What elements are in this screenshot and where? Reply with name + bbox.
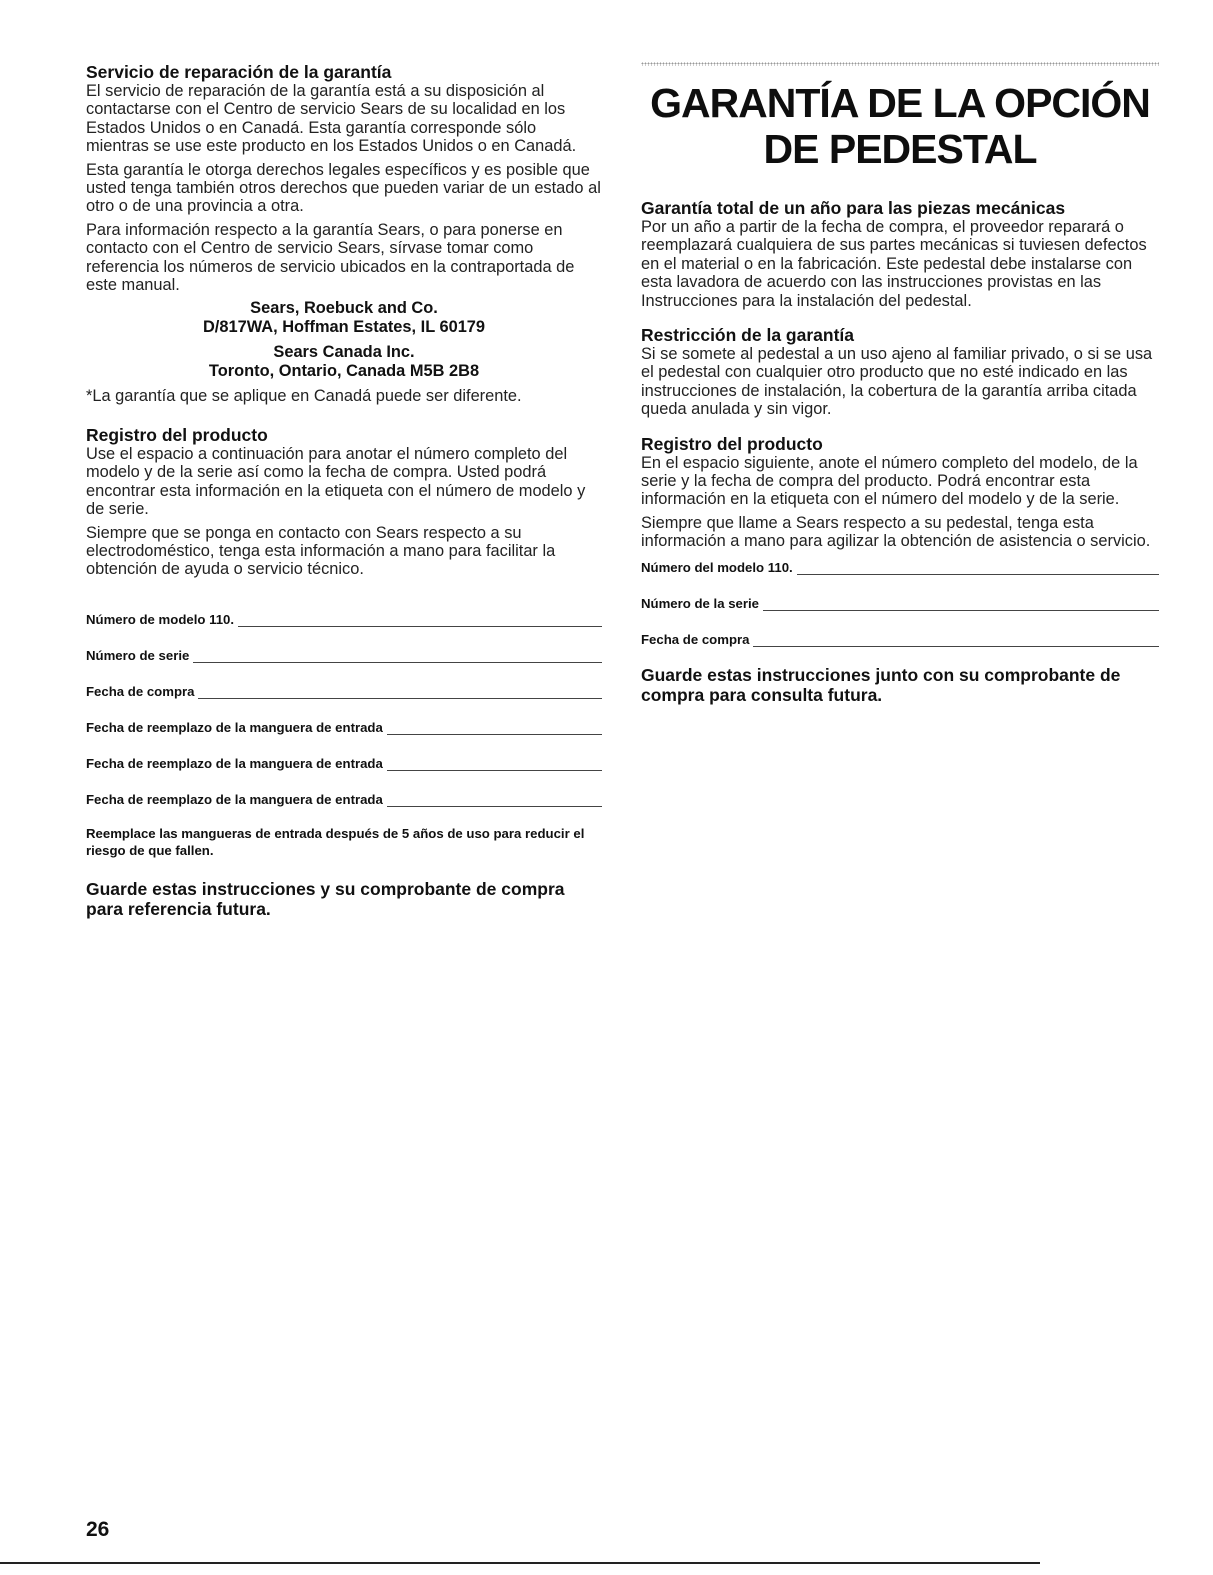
keep-instructions-note: Guarde estas instrucciones y su comprobante de compra para referencia futura. <box>86 878 565 919</box>
pedestal-model-number-field[interactable] <box>641 557 1159 575</box>
full-warranty-heading: Garantía total de un año para las piezas mecánicas <box>641 198 1066 218</box>
product-registration-paragraph-2: Siempre que se ponga en contacto con Sears respecto a su electrodoméstico, tenga esta información a mano para facilitar la obtención de ayuda o servicio técnico. <box>86 523 556 579</box>
hose-replacement-line-1[interactable] <box>387 722 602 735</box>
hose-replacement-label-3: Fecha de reemplazo de la manguera de entrada <box>86 791 383 807</box>
repair-service-heading: Servicio de reparación de la garantía <box>86 62 392 82</box>
page-title-line-1: GARANTÍA DE LA OPCIÓN <box>650 80 1150 126</box>
pedestal-model-number-label: Número del modelo 110. <box>641 559 793 575</box>
right-column <box>641 62 1159 705</box>
product-registration-heading: Registro del producto <box>86 424 268 445</box>
repair-service-paragraph-3: Para información respecto a la garantía Sears, o para ponerse en contacto con el Centro de servicio Sears, sírvase tomar como referencia los números de servicio ubicados en la contraportada de este manual. <box>86 220 575 295</box>
sears-canada-name: Sears Canada Inc. <box>273 343 415 362</box>
pedestal-purchase-date-label: Fecha de compra <box>641 631 750 647</box>
serial-number-label: Número de serie <box>86 647 190 663</box>
bottom-rule <box>0 1562 1040 1564</box>
pedestal-serial-number-line[interactable] <box>763 598 1159 611</box>
warranty-restriction-paragraph: Si se somete al pedestal a un uso ajeno al familiar privado, o si se usa el pedestal con cualquier otro producto que no esté indicado en las instrucciones de instalación, la cobertura de la garantía arriba citada queda anulada y sin vigor. <box>641 345 1153 419</box>
purchase-date-label: Fecha de compra <box>86 683 195 699</box>
pedestal-purchase-date-line[interactable] <box>753 634 1159 647</box>
canada-note: *La garantía que se aplique en Canadá puede ser diferente. <box>86 387 522 406</box>
dotted-rule <box>641 62 1159 66</box>
hose-replacement-line-2[interactable] <box>387 758 602 771</box>
hose-replacement-label-2: Fecha de reemplazo de la manguera de entrada <box>86 755 383 771</box>
purchase-date-line[interactable] <box>198 686 602 699</box>
hose-replacement-field-3[interactable] <box>86 789 602 807</box>
purchase-date-field[interactable] <box>86 681 602 699</box>
pedestal-purchase-date-field[interactable] <box>641 629 1159 647</box>
repair-service-paragraph-2: Esta garantía le otorga derechos legales específicos y es posible que usted tenga también otros derechos que pueden variar de un estado al otro o de una provincia a otra. <box>86 160 601 216</box>
serial-number-line[interactable] <box>193 650 602 663</box>
right-record-fields <box>641 557 1159 647</box>
pedestal-model-number-line[interactable] <box>797 562 1159 575</box>
model-number-label: Número de modelo 110. <box>86 611 235 627</box>
hose-replacement-label-1: Fecha de reemplazo de la manguera de entrada <box>86 719 383 735</box>
left-record-fields <box>86 609 602 807</box>
pedestal-registration-paragraph-1: En el espacio siguiente, anote el número completo del modelo, de la serie y la fecha de compra del producto. Podrá encontrar esta información en la etiqueta con el número del modelo y de la serie. <box>641 453 1138 509</box>
hose-warning: Reemplace las mangueras de entrada después de 5 años de uso para reducir el riesgo de que fallen. <box>86 825 585 858</box>
model-number-line[interactable] <box>238 614 602 627</box>
repair-service-paragraph-1: El servicio de reparación de la garantía está a su disposición al contactarse con el Centro de servicio Sears de su localidad en los Estados Unidos o en Canadá. Esta garantía corresponde sólo mientras se use este producto en los Estados Unidos o en Canadá. <box>86 82 577 156</box>
serial-number-field[interactable] <box>86 645 602 663</box>
hose-replacement-line-3[interactable] <box>387 794 602 807</box>
model-number-field[interactable] <box>86 609 602 627</box>
left-column <box>86 62 602 919</box>
sears-canada-address <box>86 343 602 381</box>
sears-us-street: D/817WA, Hoffman Estates, IL 60179 <box>202 318 486 337</box>
page-number: 26 <box>86 1518 110 1541</box>
pedestal-serial-number-field[interactable] <box>641 593 1159 611</box>
product-registration-paragraph-1: Use el espacio a continuación para anotar el número completo del modelo y de la serie así como la fecha de compra. Usted podrá encontrar esta información en la etiqueta con el número de modelo y de serie. <box>86 444 586 519</box>
sears-canada-city: Toronto, Ontario, Canada M5B 2B8 <box>208 362 480 381</box>
pedestal-serial-number-label: Número de la serie <box>641 595 760 611</box>
warranty-restriction-heading: Restricción de la garantía <box>641 325 854 346</box>
pedestal-registration-heading: Registro del producto <box>641 433 823 454</box>
sears-us-address <box>86 299 602 337</box>
full-warranty-paragraph: Por un año a partir de la fecha de compra, el proveedor reparará o reemplazará cualquiera de sus partes mecánicas si tuviesen defectos en el material o en la fabricación. Este pedestal debe instalarse con esta lavadora de acuerdo con las instrucciones provistas en las Instrucciones para la instalación del pedestal. <box>641 218 1147 310</box>
sears-us-name: Sears, Roebuck and Co. <box>250 299 438 318</box>
hose-replacement-field-2[interactable] <box>86 753 602 771</box>
page-title-line-2: DE PEDESTAL <box>763 126 1037 172</box>
page-title <box>641 80 1159 172</box>
hose-replacement-field-1[interactable] <box>86 717 602 735</box>
pedestal-keep-instructions-note: Guarde estas instrucciones junto con su comprobante de compra para consulta futura. <box>641 664 1121 705</box>
pedestal-registration-paragraph-2: Siempre que llame a Sears respecto a su pedestal, tenga esta información a mano para agilizar la obtención de asistencia o servicio. <box>641 513 1151 551</box>
